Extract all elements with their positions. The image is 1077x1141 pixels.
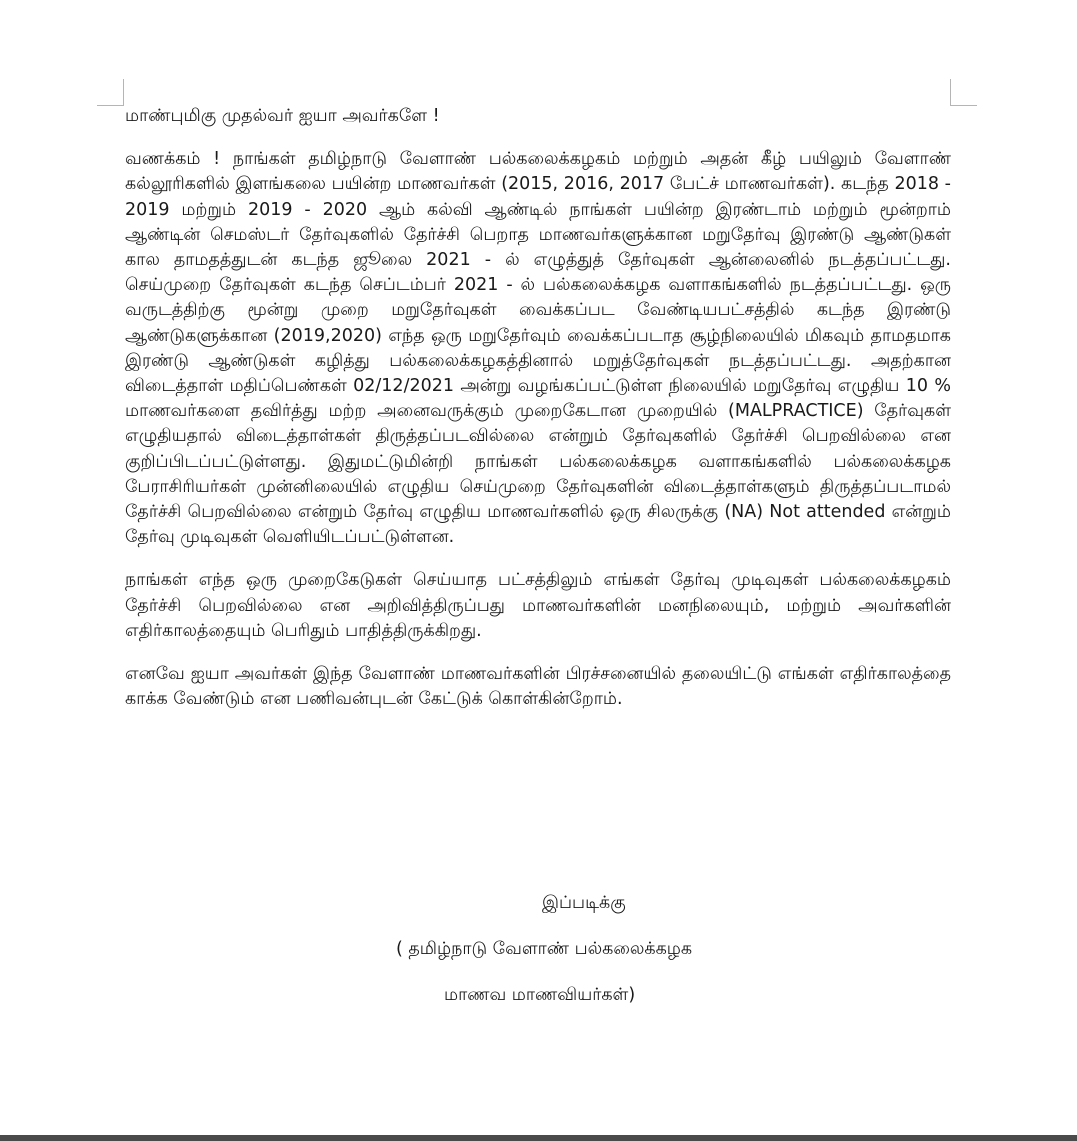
letter-body (125, 104, 951, 730)
bottom-edge-bar (0, 1135, 1077, 1141)
crop-mark-top-left (97, 79, 124, 106)
signoff-closing: இப்படிக்கு (542, 893, 626, 913)
letter-paragraph-3: எனவே ஐயா அவர்கள் இந்த வேளாண் மாணவர்களின் பிரச்சனையில் தலையிட்டு எங்கள் எதிர்காலத்தை காக்க வேண்டும் என பணிவன்புடன் கேட்டுக் கொள்கின்றோம். (125, 664, 951, 710)
letter-paragraph-2: நாங்கள் எந்த ஒரு முறைகேடுகள் செய்யாத பட்சத்திலும் எங்கள் தேர்வு முடிவுகள் பல்கலைக்கழகம் தேர்ச்சி பெறவில்லை என அறிவித்திருப்பது மாணவர்களின் மனநிலையும், மற்றும் அவர்களின் எதிர்காலத்தையும் பெரிதும் பாதித்திருக்கிறது. (125, 570, 951, 641)
signoff-sender-line-2: மாணவ மாணவியர்கள்) (444, 985, 636, 1005)
signoff-sender-line-1: ( தமிழ்நாடு வேளாண் பல்கலைக்கழக (396, 939, 693, 959)
letter-salutation: மாண்புமிகு முதல்வர் ஐயா அவர்களே ! (125, 106, 440, 126)
letter-paragraph-1: வணக்கம் ! நாங்கள் தமிழ்நாடு வேளாண் பல்கலைக்கழகம் மற்றும் அதன் கீழ் பயிலும் வேளாண் கல்லூரிகளில் இளங்கலை பயின்ற மாணவர்கள் (2015, 2016, 2017 பேட்ச் மாணவர்கள்). கடந்த 2018 - 2019 மற்றும் 2019 - 2020 ஆம் கல்வி ஆண்டில் நாங்கள் பயின்ற இரண்டாம் மற்றும் மூன்றாம் ஆண்டின் செமஸ்டர் தேர்வுகளில் தேர்ச்சி பெறாத மாணவர்களுக்கான மறுதேர்வு இரண்டு ஆண்டுகள் கால தாமதத்துடன் கடந்த ஜூலை 2021 - ல் எழுத்துத் தேர்வுகள் ஆன்லைனில் நடத்தப்பட்டது. செய்முறை தேர்வுகள் கடந்த செப்டம்பர் 2021 - ல் பல்கலைக்கழக வளாகங்களில் நடத்தப்பட்டது. ஒரு வருடத்திற்கு மூன்று முறை மறுதேர்வுகள் வைக்கப்பட வேண்டியபட்சத்தில் கடந்த இரண்டு ஆண்டுகளுக்கான (2019,2020) எந்த ஒரு மறுதேர்வும் வைக்கப்படாத சூழ்நிலையில் மிகவும் தாமதமாக இரண்டு ஆண்டுகள் கழித்து பல்கலைக்கழகத்தினால் மறுத்தேர்வுகள் நடத்தப்பட்டது. அதற்கான விடைத்தாள் மதிப்பெண்கள் 02/12/2021 அன்று வழங்கப்பட்டுள்ள நிலையில் மறுதேர்வு எழுதிய 10 % மாணவர்களை தவிர்த்து மற்ற அனைவருக்கும் முறைகேடான முறையில் (MALPRACTICE) தேர்வுகள் எழுதியதால் விடைத்தாள்கள் திருத்தப்படவில்லை என்றும் தேர்வுகளில் தேர்ச்சி பெறவில்லை என குறிப்பிடப்பட்டுள்ளது. இதுமட்டுமின்றி நாங்கள் பல்கலைக்கழக வளாகங்களில் பல்கலைக்கழக பேராசிரியர்கள் முன்னிலையில் எழுதிய செய்முறை தேர்வுகளின் விடைத்தாள்களும் திருத்தப்படாமல் தேர்ச்சி பெறவில்லை என்றும் தேர்வு எழுதிய மாணவர்களில் ஒரு சிலருக்கு (NA) Not attended என்றும் தேர்வு முடிவுகள் வெளியிடப்பட்டுள்ளன. (125, 149, 951, 548)
crop-mark-top-right (950, 79, 977, 106)
